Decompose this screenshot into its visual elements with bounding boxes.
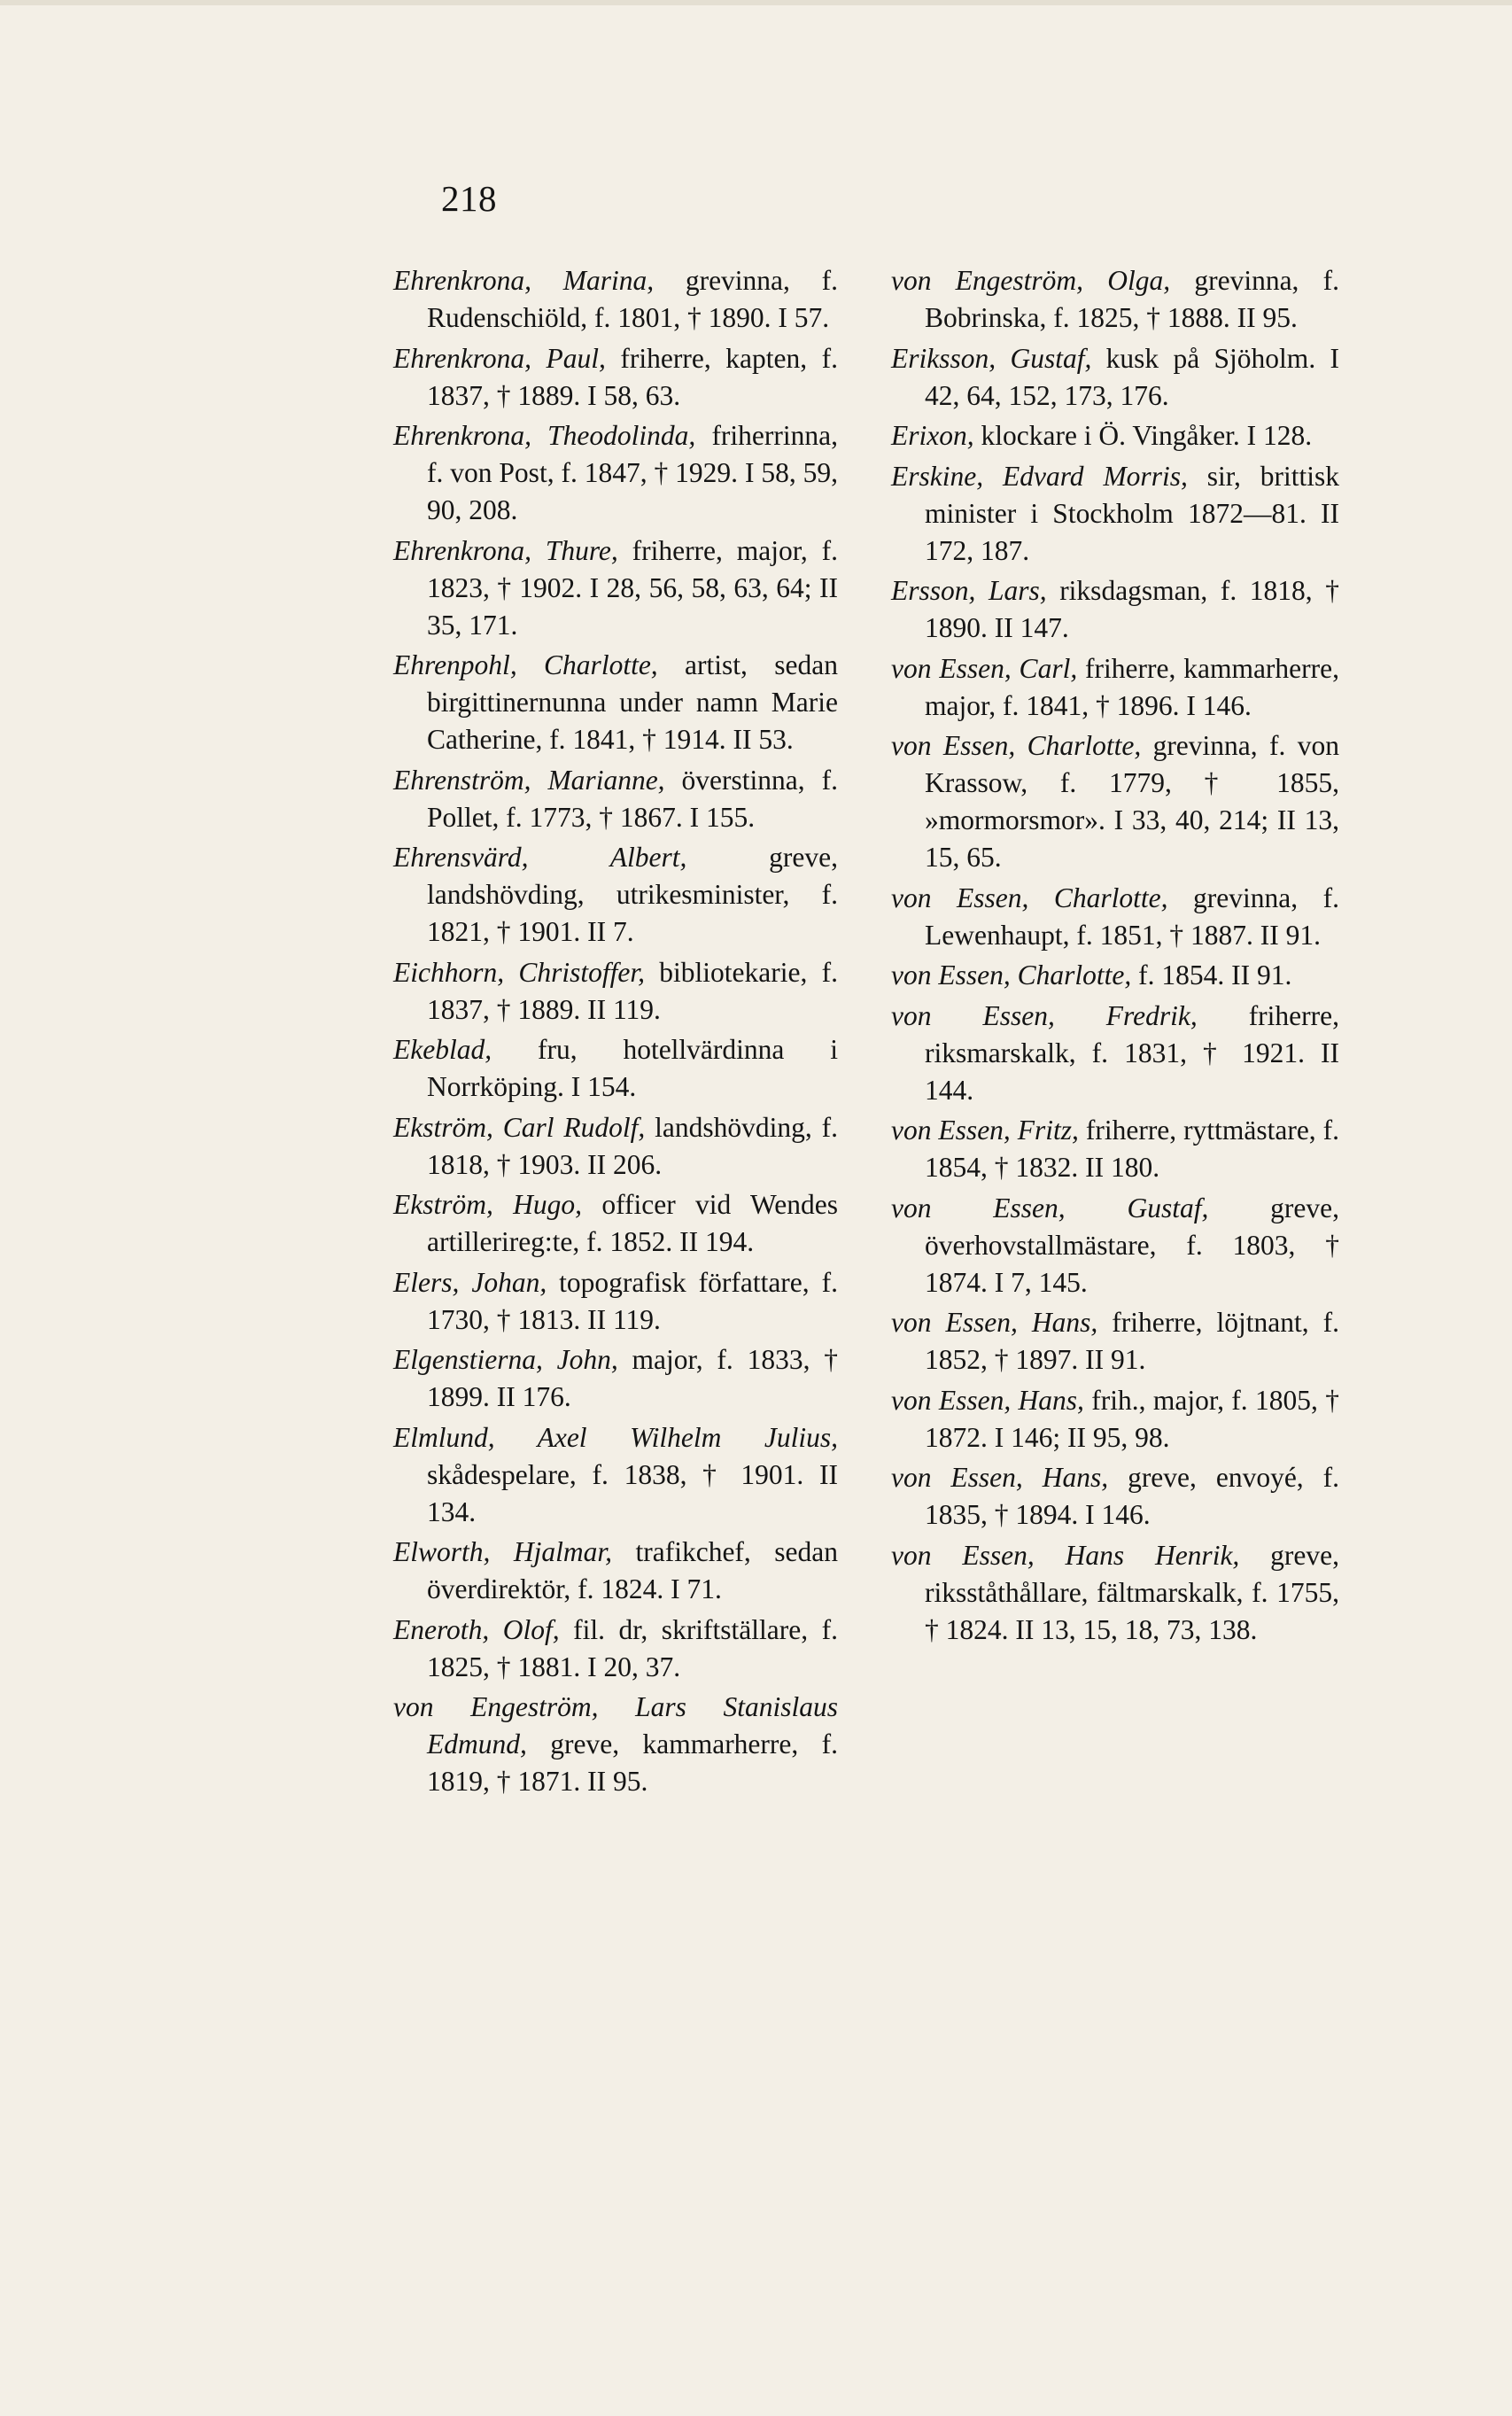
index-column-right: [891, 262, 1339, 1651]
entry-details: officer vid Wendes artillerireg:te, f. 1852. II 194.: [427, 1189, 838, 1257]
index-entry: [891, 1382, 1339, 1457]
entry-details: greve, envoyé, f. 1835, † 1894. I 146.: [925, 1462, 1339, 1530]
index-entry: [891, 1459, 1339, 1534]
entry-name: Ehrenkrona, Marina,: [393, 265, 655, 296]
entry-name: von Essen, Hans,: [891, 1307, 1098, 1338]
entry-name: von Essen, Carl,: [891, 652, 1078, 684]
index-entry: [891, 1304, 1339, 1379]
entry-details: fru, hotellvärdinna i Norrköping. I 154.: [427, 1034, 838, 1102]
entry-name: Ehrenström, Marianne,: [393, 764, 665, 796]
entry-name: Ehrenkrona, Thure,: [393, 534, 618, 566]
page-number: 218: [441, 178, 497, 219]
entry-name: Elworth, Hjalmar,: [393, 1536, 613, 1567]
index-entry: [393, 839, 838, 951]
index-entry: [891, 1190, 1339, 1301]
entry-name: von Essen, Gustaf,: [891, 1192, 1209, 1224]
entry-details: friherrinna, f. von Post, f. 1847, † 1929. I 58, 59, 90, 208.: [427, 420, 838, 525]
entry-details: friherre, major, f. 1823, † 1902. I 28, 56, 58, 63, 64; II 35, 171.: [427, 534, 838, 641]
entry-name: Ehrenpohl, Charlotte,: [393, 649, 658, 680]
index-entry: [393, 1419, 838, 1531]
entry-details: grevinna, f. Bobrinska, f. 1825, † 1888. II 95.: [925, 265, 1339, 333]
entry-details: skådespelare, f. 1838, † 1901. II 134.: [427, 1458, 838, 1527]
entry-name: von Essen, Fritz,: [891, 1115, 1079, 1146]
entry-name: Eriksson, Gustaf,: [891, 342, 1092, 374]
index-entry: [393, 1264, 838, 1339]
entry-details: klockare i Ö. Vingåker. I 128.: [973, 420, 1313, 451]
entry-details: grevinna, f. Rudenschiöld, f. 1801, † 1890. I 57.: [427, 265, 838, 333]
index-entry: [891, 340, 1339, 415]
index-entry: [891, 650, 1339, 725]
entry-details: friherre, kapten, f. 1837, † 1889. I 58, 63.: [427, 342, 838, 411]
index-entry: [393, 1109, 838, 1184]
entry-name: Erixon,: [891, 420, 974, 451]
entry-name: Ehrenkrona, Paul,: [393, 342, 606, 374]
entry-details: överstinna, f. Pollet, f. 1773, † 1867. I 155.: [427, 764, 838, 833]
entry-name: Ekeblad,: [393, 1034, 492, 1065]
index-entry: [393, 1341, 838, 1416]
index-entry: [891, 572, 1339, 647]
entry-details: major, f. 1833, † 1899. II 176.: [427, 1344, 838, 1412]
entry-details: trafikchef, sedan överdirektör, f. 1824. I 71.: [427, 1536, 838, 1604]
entry-details: f. 1854. II 91.: [1131, 959, 1292, 990]
entry-details: greve, landshövding, utrikesminister, f. 1821, † 1901. II 7.: [427, 842, 839, 947]
entry-name: Elmlund, Axel Wilhelm Julius,: [393, 1421, 838, 1453]
entry-name: Eneroth, Olof,: [393, 1613, 560, 1645]
entry-name: von Essen, Hans Henrik,: [891, 1539, 1240, 1571]
entry-details: greve, riksståthållare, fältmarskalk, f. 1755, † 1824. II 13, 15, 18, 73, 138.: [925, 1539, 1340, 1645]
index-entry: [393, 340, 838, 415]
index-entry: [891, 957, 1339, 994]
entry-name: Ehrensvärd, Albert,: [393, 842, 687, 873]
index-entry: [393, 1612, 838, 1686]
entry-name: von Essen, Hans,: [891, 1384, 1084, 1416]
entry-name: von Engeström, Olga,: [891, 265, 1171, 296]
entry-name: von Essen, Hans,: [891, 1462, 1109, 1493]
index-entry: [393, 532, 838, 644]
entry-details: friherre, riksmarskalk, f. 1831, † 1921. II 144.: [925, 999, 1339, 1106]
entry-details: artist, sedan birgittinernunna under namn Marie Catherine, f. 1841, † 1914. II 53.: [427, 649, 838, 755]
entry-name: Erskine, Edvard Morris,: [891, 460, 1188, 492]
index-entry: [393, 1186, 838, 1261]
index-entry: [891, 1112, 1339, 1186]
index-entry: [891, 880, 1339, 954]
entry-name: Elers, Johan,: [393, 1266, 547, 1298]
index-entry: [891, 998, 1339, 1109]
index-entry: [393, 417, 838, 529]
index-entry: [891, 727, 1339, 876]
entry-name: Ersson, Lars,: [891, 575, 1047, 606]
entry-details: grevinna, f. von Krassow, f. 1779, † 1855, »mormorsmor». I 33, 40, 214; II 13, 15, 65.: [925, 730, 1339, 873]
index-entry: [393, 1534, 838, 1608]
index-entry: [393, 647, 838, 758]
index-entry: [393, 1031, 838, 1106]
entry-name: Elgenstierna, John,: [393, 1344, 618, 1375]
index-entry: [891, 1537, 1339, 1649]
index-entry: [393, 262, 838, 337]
entry-details: sir, brittisk minister i Stockholm 1872—81. II 172, 187.: [925, 460, 1339, 566]
entry-name: von Engeström, Lars Stanislaus Edmund,: [393, 1691, 838, 1760]
entry-name: von Essen, Charlotte,: [891, 882, 1168, 913]
entry-details: fil. dr, skriftställare, f. 1825, † 1881. I 20, 37.: [427, 1613, 838, 1682]
entry-name: Ekström, Carl Rudolf,: [393, 1111, 646, 1143]
entry-details: kusk på Sjöholm. I 42, 64, 152, 173, 176.: [925, 342, 1339, 411]
index-entry: [891, 262, 1339, 337]
entry-details: bibliotekarie, f. 1837, † 1889. II 119.: [427, 956, 838, 1025]
index-entry: [891, 417, 1339, 454]
index-column-left: [393, 262, 838, 1804]
entry-details: grevinna, f. Lewenhaupt, f. 1851, † 1887. II 91.: [925, 882, 1339, 951]
index-entry: [891, 458, 1339, 570]
entry-details: greve, överhovstallmästare, f. 1803, † 1874. I 7, 145.: [925, 1192, 1339, 1298]
index-entry: [393, 1689, 838, 1800]
page-top-edge: [0, 0, 1512, 5]
index-entry: [393, 762, 838, 836]
entry-details: friherre, ryttmästare, f. 1854, † 1832. II 180.: [925, 1115, 1340, 1183]
entry-name: Ekström, Hugo,: [393, 1189, 583, 1220]
entry-name: von Essen, Fredrik,: [891, 999, 1198, 1031]
entry-name: von Essen, Charlotte,: [891, 959, 1132, 990]
entry-name: Eichhorn, Christoffer,: [393, 956, 646, 988]
entry-details: topografisk författare, f. 1730, † 1813. II 119.: [427, 1266, 838, 1335]
index-entry: [393, 954, 838, 1029]
entry-details: greve, kammarherre, f. 1819, † 1871. II 95.: [427, 1728, 838, 1797]
entry-details: riksdagsman, f. 1818, † 1890. II 147.: [925, 575, 1339, 643]
entry-name: von Essen, Charlotte,: [891, 730, 1142, 761]
entry-name: Ehrenkrona, Theodolinda,: [393, 420, 696, 451]
entry-details: friherre, kammarherre, major, f. 1841, † 1896. I 146.: [925, 652, 1339, 721]
entry-details: friherre, löjtnant, f. 1852, † 1897. II 91.: [925, 1307, 1340, 1375]
entry-details: frih., major, f. 1805, † 1872. I 146; II 95, 98.: [925, 1384, 1339, 1453]
entry-details: landshövding, f. 1818, † 1903. II 206.: [427, 1111, 838, 1180]
